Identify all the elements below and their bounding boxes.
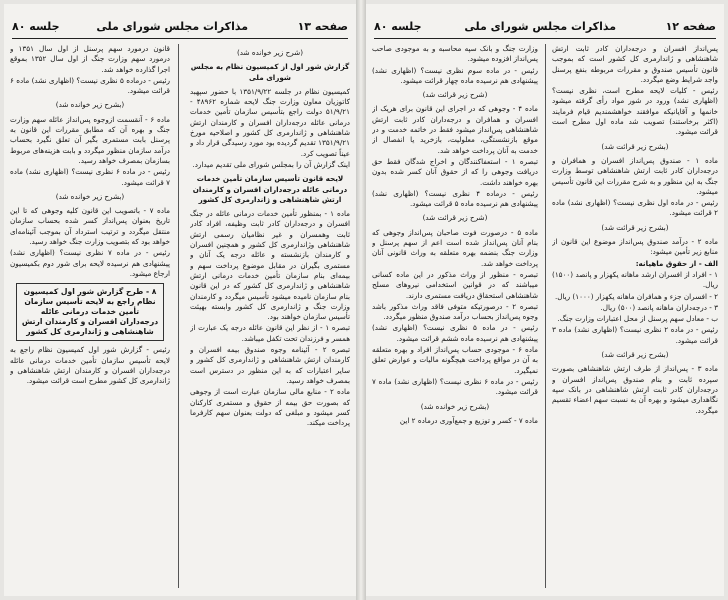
paragraph: ۱ - افراد از افسران ارشد ماهانه یکهزار و پانصد (۱۵۰۰) ریال. <box>552 269 718 290</box>
paragraph: تبصره ۲ - آئینامه وجوه صندوق بیمه افسران و کارمندان ارتش شاهنشاهی و ژاندارمری کل کشور و سایر اعتبارات که به این منظور در دسترس است بمصرف خواهد رسید. <box>190 345 350 385</box>
paragraph: پس‌انداز افسران و درجه‌داران کادر ثابت ارتش شاهنشاهی و ژاندارمری کل کشور است که بموجب قانون تأسیس صندوق و مقررات مربوطه بنفع پرسنل واجد شرایط وضع میگردد. <box>552 44 718 84</box>
paragraph: رئیس - کلیات لایحه مطرح است، نظری نیست؟ (اظهاری نشد) ورود در شور مواد رأی گرفته میشود خانمها و آقایانیکه موافقند خواهشمندیم قیام فرمایند (اکثر برخاستند) تصویب شد ماده اول مطرح است قرائت میشود. <box>552 86 718 137</box>
paragraph: ماده ۳ - پس‌انداز از طرف ارتش شاهنشاهی بصورت سپرده ثابت و بنام صندوق پس‌انداز افسران و درجه‌داران کادر ثابت ارتش شاهنشاهی در بانک سپه نگاهداری میشود و بهره آن به نسبت سهم اعضاء تقسیم میگردد. <box>552 364 718 415</box>
paragraph: ماده ۲ - درآمد صندوق پس‌انداز موضوع این قانون از منابع زیر تأمین میشود: <box>552 237 718 257</box>
paragraph: وزارت جنگ و بانک سپه محاسبه و به موجودی صاحب پس‌انداز افزوده میشود. <box>372 44 538 64</box>
right-page-left-column <box>372 44 538 590</box>
session-number: جلسه ۸۰ <box>12 20 60 33</box>
column-divider <box>178 44 179 588</box>
paragraph: تبصره ۲ - درصورتیکه متوفی فاقد وراث مذکور باشد وجوه پس‌انداز بحساب درآمد صندوق منظور میگردد. <box>372 301 538 322</box>
paragraph: رئیس - گزارش شور اول کمیسیون نظام راجع به لایحه تأسیس سازمان تأمین خدمات درمانی عائله درجه‌داران افسران و کارمندان ارتش شاهنشاهی و ژاندارمری کل کشور مطرح است قرائت میشود. <box>10 345 170 386</box>
paragraph: (بشرح زیر خوانده شد) <box>55 191 125 201</box>
left-page <box>4 4 356 596</box>
paragraph: ماده ۶ - موجودی حساب پس‌انداز افراد و بهره متعلقه به آن در مواقع پرداخت هیچگونه مالیات و عوارض تعلق نمیگیرد. <box>372 345 538 375</box>
journal-title: مذاکرات مجلس شورای ملی <box>464 20 616 33</box>
right-page <box>366 4 724 596</box>
paragraph: تبصره ۱ - از نظر این قانون عائله درجه یک عبارت از همسر و فرزندان تحت تکفل میباشد. <box>190 323 350 343</box>
paragraph: (بشرح زیر قرائت شد) <box>601 350 669 360</box>
paragraph: (شرح زیر قرائت شد) <box>422 90 488 100</box>
paragraph: الف - از حقوق ماهیانه: <box>635 258 718 268</box>
column-divider <box>545 44 546 588</box>
page-number: صفحه ۱۳ <box>297 20 348 33</box>
paragraph: (بشرح زیر خوانده شد) <box>420 401 490 411</box>
left-page-header <box>12 18 348 39</box>
paragraph: ماده ۵ - درصورت فوت صاحبان پس‌انداز وجوهی که بنام آنان پس‌انداز شده است اعم از سهم پرسنل و وزارت جنگ بنضمه بهره متعلقه به وراث قانونی آنان پرداخت خواهد شد. <box>372 227 538 268</box>
paragraph: ماده ۱ - صندوق پس‌انداز افسران و همافران و درجه‌داران کادر ثابت ارتش شاهنشاهی توسط وزارت جنگ به این منظور و به شرح مقررات این قانون تأسیس میشود. <box>552 155 718 196</box>
paragraph: (بشرح زیر قرائت شد) <box>601 141 669 151</box>
paragraph: رئیس - در ماده اول نظری نیست؟ (اظهاری نشد) ماده ۲ قرائت میشود. <box>552 198 718 218</box>
paragraph: ۲ - افسران جزء و همافران ماهانه یکهزار (۱۰۰۰) ریال. <box>554 291 718 301</box>
bill-title: لایحه قانون تأسیس سازمان تأمین خدمات درمانی عائله درجه‌داران افسران و کارمندان ارتش شاهنشاهی و ژاندارمری کل کشور <box>192 174 348 204</box>
paragraph: رئیس - در ماده ۶ نظری نیست؟ (اظهاری نشد) ماده ۷ قرائت میشود. <box>372 376 538 397</box>
paragraph: کمیسیون نظام در جلسه ۱۳۵۱/۹/۲۲ با حضور سپهبد کاتوزیان معاون وزارت جنگ لایحه شماره ۴۸۹۶۲ - ۵۱/۹/۲۱ دولت راجع بتأسیس سازمان تأمین خدمات درمانی عائله درجه‌داران افسران و کارمندان ارتش شاهنشاهی و ژاندارمری کل کشور و اصلاحیه مورخ ۱۳۵۱/۹/۲۱ تقدیم گردیده بود مورد رسیدگی قرار داد و عیناً تصویب کرد. <box>190 86 350 158</box>
paragraph: رئیس - در ماده ۵ نظری نیست؟ (اظهاری نشد) پیشنهادی هم نرسیده ماده ششم قرائت میشود. <box>372 323 538 343</box>
paragraph: (شرح زیر قرائت شد) <box>422 213 488 223</box>
paragraph: (بشرح زیر خوانده شد) <box>55 100 125 110</box>
paragraph: قانون درمورد سهم پرسنل از اول سال ۱۳۵۱ و درمورد سهم وزارت جنگ از اول سال ۱۳۵۲ بموقع اجرا گذارده خواهد شد. <box>10 44 170 74</box>
paragraph: تبصره ۱ - استعفا‌کنندگان و اخراج شدگان فقط حق دریافت وجوهی را که از حقوق آنان کسر شده بدون بهره خواهند داشت. <box>372 156 538 187</box>
book-gutter <box>356 0 366 600</box>
paragraph: ۳ - درجه‌داران ماهانه پانصد (۵۰۰) ریال. <box>600 302 718 312</box>
journal-title: مذاکرات مجلس شورای ملی <box>96 20 248 33</box>
right-page-header <box>374 18 716 39</box>
paragraph: ماده ۶ - آنقسمت ازوجوه پس‌انداز عائله سهم وزارت جنگ و بهره آن که مطابق مقررات این قانون به پرسنل بابت مستمری بگیر آن تعلق نگیرد بحساب درآمد سازمان منظور میگردد و بابت هزینه‌های مربوط بسازمان بمصرف خواهد رسید. <box>10 114 170 165</box>
paragraph: ماده ۷ - کسر و توزیع و جمع‌آوری درماده ۲ این <box>399 415 538 425</box>
session-number: جلسه ۸۰ <box>374 20 422 33</box>
paragraph: رئیس - درماده ۵ نظری نیست؟ (اظهاری نشد) ماده ۶ قرائت میشود. <box>10 75 170 96</box>
page-number: صفحه ۱۲ <box>665 20 716 33</box>
paragraph: ماده ۴ - وجوهی که در اجرای این قانون برای هریک از افسران و همافران و درجه‌داران کادر ثابت ارتش شاهنشاهی پس‌انداز میشود فقط در خاتمه خدمت و در موقع بازنشستگی، معلولیت، بازخرید یا انفصال از خدمت به آنان پرداخت خواهد شد. <box>372 104 538 155</box>
left-page-right-column <box>190 44 350 590</box>
paragraph: ب - معادل سهم پرسنل از محل اعتبارات وزارت جنگ. <box>557 314 718 324</box>
paragraph: رئیس - درماده ۴ نظری نیست؟ (اظهاری نشد) پیشنهادی هم نرسیده ماده ۵ قرائت میشود. <box>372 188 538 209</box>
paragraph: ماده ۱ - بمنظور تأمین خدمات درمانی عائله در جنگ افسران و درجه‌داران کادر ثابت وظیفه، افراد کادر ثابت وهمسران و غیر نظامیان رسمی ارتش شاهنشاهی وژاندارمری کل کشور و همچنین افسران و کارمندان بازنشسته و عائله درجه یک آنان و مستمری بگیران در مقابل موضوع پرداخت سهم و بیمه‌ای بنام سازمان تأمین خدمات درمانی ارتش شاهنشاهی و ژاندارمری کل کشور که در این قانون بنام سازمان نامیده میشود تأسیس میگردد و کارمندان وزارت جنگ و ژاندارمری کل کشور وابسته بهیئت تأسیس سازمان خواهند بود. <box>190 209 350 322</box>
right-page-right-column <box>552 44 718 590</box>
paragraph: (بشرح زیر قرائت شد) <box>601 222 669 232</box>
paragraph: تبصره - منظور از وراث مذکور در این ماده کسانی میباشند که در قوانین استخدامی نیروهای مسلح شاهنشاهی استحقاق دریافت مستمری دارند. <box>372 269 538 300</box>
paragraph: رئیس - در ماده ۶ نظری نیست؟ (اظهاری نشد) ماده ۷ قرائت میشود. <box>10 167 170 187</box>
paragraph: ماده ۲ - منابع مالی سازمان عبارت است از وجوهی که بصورت حق بیمه از حقوق و مستمری کارکنان کسر میشود و مبلغی که دولت بعنوان سهم کارفرما پرداخت میکند. <box>190 387 350 428</box>
paragraph: ماده ۷ - باتصویب این قانون کلیه وجوهی که تا این تاریخ بعنوان پس‌انداز کسر شده بحساب سازمان منتقل میگردد و ترتیب استرداد آن بموجب آئینامه‌ای خواهد بود که بتصویب وزارت جنگ خواهد رسید. <box>10 206 170 247</box>
report-heading: گزارش شور اول از کمیسیون نظام به مجلس شورای ملی <box>190 62 350 82</box>
left-page-left-column <box>10 44 170 590</box>
paragraph: رئیس - در ماده سوم نظری نیست؟ (اظهاری نشد) پیشنهادی هم نرسیده ماده چهار قرائت میشود. <box>372 65 538 85</box>
paragraph: رئیس - در ماده ۷ نظری نیست؟ (اظهاری نشد) پیشنهادی هم نرسیده لایحه برای شور دوم بکمیسیون ارجاع میشود. <box>10 248 170 278</box>
paragraph: اینک گزارش آن را بمجلس شورای ملی تقدیم میدارد. <box>192 159 350 169</box>
agenda-item-box: ۸ - طرح گزارش شور اول کمیسیون نظام راجع به لایحه تأسیس سازمان تأمین خدمات درمانی عائله درجه‌داران افسران و کارمندان ارتش شاهنشاهی و ژاندارمری کل کشور <box>16 283 164 341</box>
paragraph: (شرح زیر خوانده شد) <box>236 48 303 57</box>
paragraph: رئیس - در ماده ۲ نظری نیست؟ (اظهاری نشد) ماده ۳ قرائت میشود. <box>552 325 718 345</box>
